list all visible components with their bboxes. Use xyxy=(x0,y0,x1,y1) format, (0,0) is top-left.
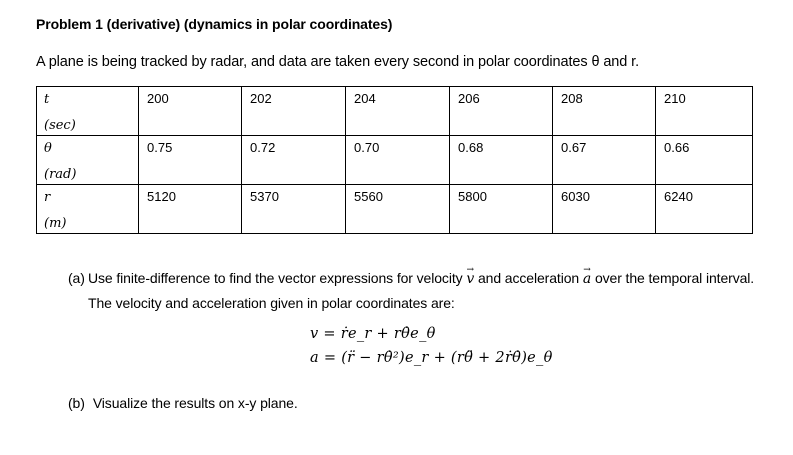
table-row xyxy=(37,87,753,136)
table-cell: 204 xyxy=(346,87,450,136)
part-a-text-1: Use finite-difference to find the vector expressions for velocity xyxy=(88,270,463,286)
symbol-label: t xyxy=(44,92,50,107)
part-b-label: (b) xyxy=(68,395,85,411)
table-row xyxy=(37,136,753,185)
velocity-equation: v = ṙe_r + rθ̇e_θ xyxy=(310,326,436,342)
acceleration-symbol: → a xyxy=(583,267,591,291)
table-cell: 5560 xyxy=(346,185,450,234)
table-cell: 0.67 xyxy=(553,136,656,185)
symbol-label: r xyxy=(44,190,51,205)
table-cell: 206 xyxy=(450,87,553,136)
unit-label: (rad) xyxy=(44,167,77,182)
row-header-t xyxy=(37,87,139,136)
part-a-text-3: over the temporal interval. The velocity and acceleration given in polar coordinates are: xyxy=(88,270,755,311)
table-cell: 0.75 xyxy=(139,136,242,185)
velocity-symbol: → v xyxy=(466,267,474,291)
part-a-text-2: and acceleration xyxy=(477,270,580,286)
table-cell: 200 xyxy=(139,87,242,136)
row-header-theta xyxy=(37,136,139,185)
symbol-label: θ xyxy=(44,141,52,156)
radar-data-table xyxy=(36,86,753,234)
table-cell: 0.70 xyxy=(346,136,450,185)
table-cell: 0.66 xyxy=(656,136,753,185)
table-cell: 208 xyxy=(553,87,656,136)
table-cell: 210 xyxy=(656,87,753,136)
problem-intro: A plane is being tracked by radar, and data are taken every second in polar coordinates θ and r. xyxy=(36,54,640,70)
part-b-text: Visualize the results on x-y plane. xyxy=(92,395,298,411)
problem-title: Problem 1 (derivative) (dynamics in polar coordinates) xyxy=(36,16,393,32)
table-cell: 5370 xyxy=(242,185,346,234)
table-cell: 202 xyxy=(242,87,346,136)
table-cell: 0.72 xyxy=(242,136,346,185)
table-cell: 0.68 xyxy=(450,136,553,185)
row-header-r xyxy=(37,185,139,234)
table-row xyxy=(37,185,753,234)
unit-label: (m) xyxy=(44,216,67,231)
table-cell: 5120 xyxy=(139,185,242,234)
acceleration-equation: a = (r̈ − rθ̇²)e_r + (rθ̈ + 2ṙθ̇)e_θ xyxy=(310,350,553,366)
part-b-question xyxy=(68,395,298,411)
table-cell: 6240 xyxy=(656,185,753,234)
unit-label: (sec) xyxy=(44,118,76,133)
part-a-question xyxy=(68,266,778,315)
part-a-label: (a) xyxy=(68,270,85,286)
table-cell: 5800 xyxy=(450,185,553,234)
table-cell: 6030 xyxy=(553,185,656,234)
